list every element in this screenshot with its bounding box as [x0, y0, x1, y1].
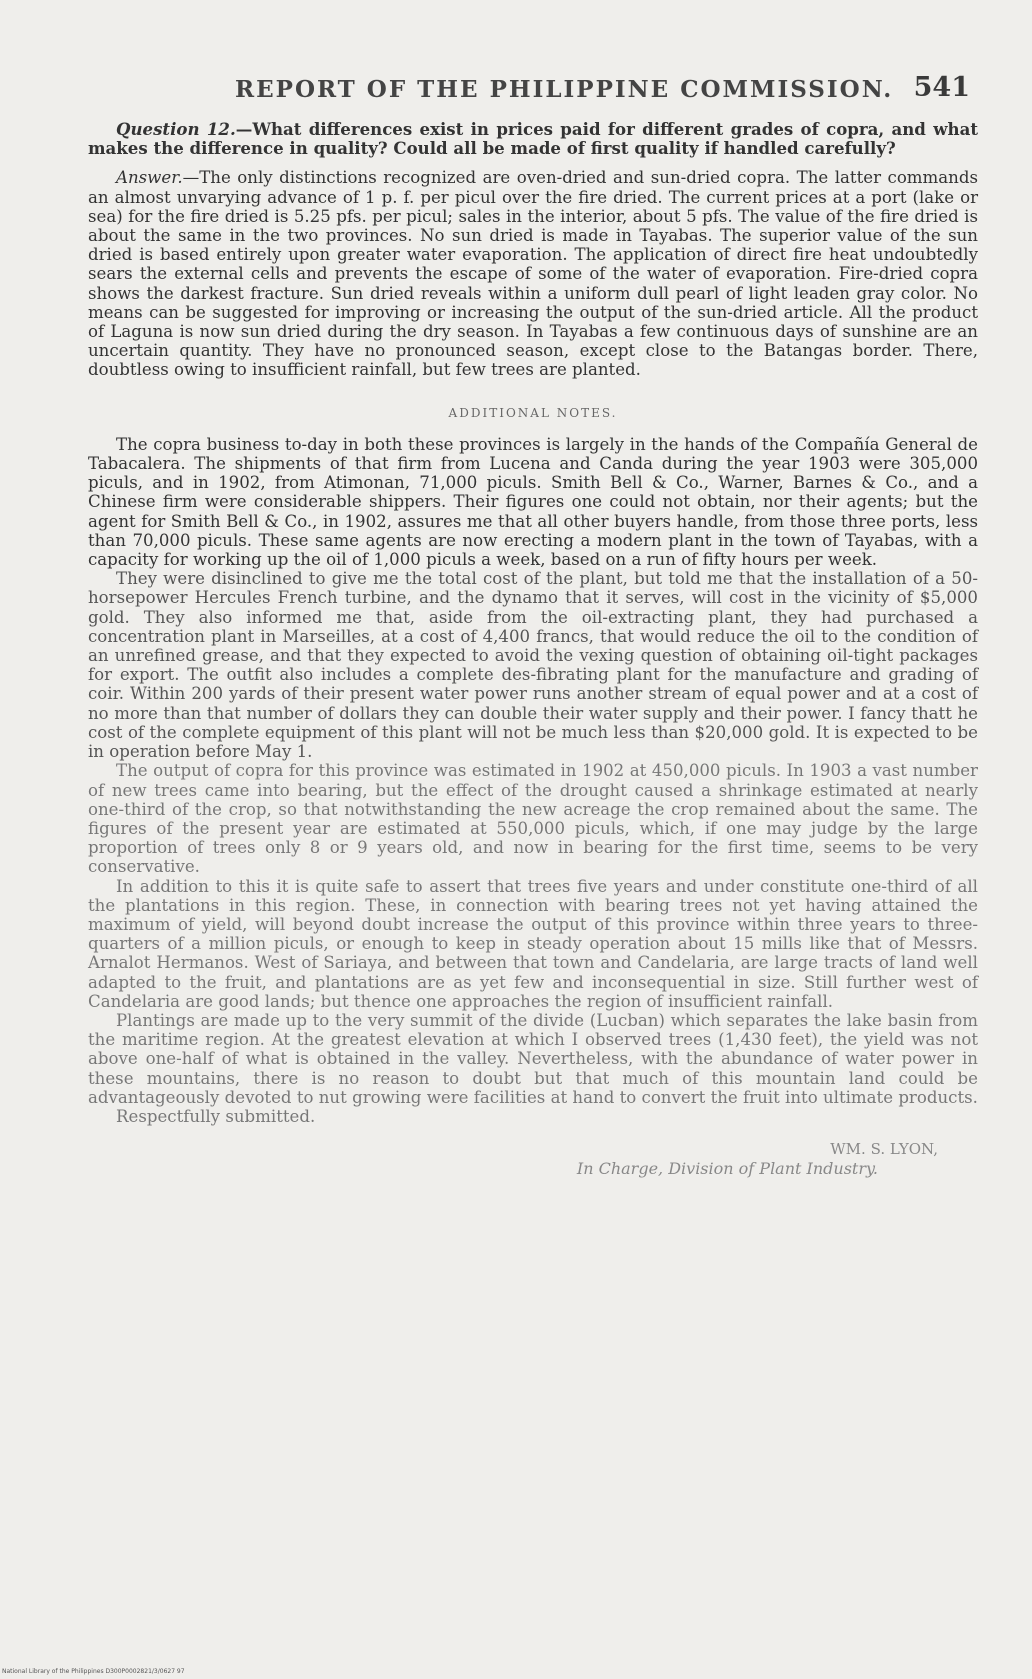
signature-role: In Charge, Division of Plant Industry. [576, 1159, 878, 1179]
question-text: —What differences exist in prices paid for different grades of copra, and what makes the difference in quality? Could all be made of first quality if handled carefully? [88, 119, 978, 159]
answer-lead: Answer. [116, 168, 183, 188]
note-paragraph: They were disinclined to give me the total cost of the plant, but told me that the installation of a 50-horsepower Hercules French turbine, and the dynamo that it serves, will cost in the vicinity of $5,000 gold. They also informed me that, aside from the oil-extracting plant, they had purchased a concentration plant in Marseilles, at a cost of 4,400 francs, that would reduce the oil to the condition of an unrefined grease, and that they expected to avoid the vexing question of obtaining oil-tight packages for export. The outfit also includes a complete des-fibrating plant for the manufacture and grading of coir. Within 200 yards of their present water power runs another stream of equal power and at a cost of no more than that number of dollars they can double their water supply and their power. I fancy thatt he cost of the complete equipment of this plant will not be much less than $20,000 gold. It is expected to be in operation before May 1. [88, 569, 978, 762]
note-paragraph: The output of copra for this province was estimated in 1902 at 450,000 piculs. In 1903 a vast number of new trees came into bearing, but the effect of the drought caused a shrinkage estimated at nearly one-third of the crop, so that notwithstanding the new acreage the crop remained about the same. The figures of the present year are estimated at 550,000 piculs, which, if one may judge by the large proportion of trees only 8 or 9 years old, and now in bearing for the first time, seems to be very conservative. [88, 761, 978, 877]
answer-text: —The only distinctions recognized are oven-dried and sun-dried copra. The latter commands an almost unvarying advance of 1 p. f. per picul over the fire dried. The current prices at a port (lake or sea) for the fire dried is 5.25 pfs. per picul; sales in the interior, about 5 pfs. The value of the fire dried is about the same in the two provinces. No sun dried is made in Tayabas. The superior value of the sun dried is based entirely upon greater water evaporation. The application of direct fire heat undoubtedly sears the external cells and prevents the escape of some of the water of evaporation. Fire-dried copra shows the darkest fracture. Sun dried reveals within a uniform dull pearl of light leaden gray color. No means can be suggested for improving or increasing the output of the sun-dried article. All the product of Laguna is now sun dried during the dry season. In Tayabas a few continuous days of sunshine are an uncertain quantity. They have no pronounced season, except close to the Batangas border. There, doubtless owing to insufficient rainfall, but few trees are planted. [88, 168, 978, 380]
page-header [90, 64, 980, 114]
question-paragraph [88, 120, 978, 158]
question-lead: Question 12. [116, 119, 236, 139]
closing-line: Respectfully submitted. [116, 1106, 316, 1126]
section-title: ADDITIONAL NOTES. [448, 405, 618, 420]
note-paragraph: In addition to this it is quite safe to assert that trees five years and under constitute one-third of all the plantations in this region. These, in connection with bearing trees not yet having attained the maximum of yield, will beyond doubt increase the output of this province within three years to three-quarters of a million piculs, or enough to keep in steady operation about 15 mills like that of Messrs. Arnalot Hermanos. West of Sariaya, and between that town and Candelaria, are large tracts of land well adapted to the fruit, and plantations are as yet few and inconsequential in size. Still further west of Candelaria are good lands; but thence one approaches the region of insufficient rainfall. [88, 876, 978, 1011]
note-paragraph: Plantings are made up to the very summit of the divide (Lucban) which separates the lake basin from the maritime region. At the greatest elevation at which I observed trees (1,430 feet), the yield was not above one-half of what is obtained in the valley. Nevertheless, with the abundance of water power in these mountains, there is no reason to doubt but that much of this mountain land could be advantageously devoted to nut growing were facilities at hand to convert the fruit into ultimate products. [88, 1010, 978, 1107]
page-number: 541 [913, 72, 970, 103]
answer-paragraph [88, 168, 978, 379]
scan-footer: National Library of the Philippines D300P0002821/3/0627 97 [2, 1668, 185, 1675]
additional-notes [88, 435, 978, 1107]
body-text [88, 120, 978, 1179]
running-title: REPORT OF THE PHILIPPINE COMMISSION. [235, 76, 894, 103]
signature-name: WM. S. LYON, [830, 1140, 938, 1159]
note-paragraph: The copra business to-day in both these provinces is largely in the hands of the Compañía General de Tabacalera. The shipments of that firm from Lucena and Canda during the year 1903 were 305,000 piculs, and in 1902, from Atimonan, 71,000 piculs. Smith Bell & Co., Warner, Barnes & Co., and a Chinese firm were considerable shippers. Their figures one could not obtain, nor their agents; but the agent for Smith Bell & Co., in 1902, assures me that all other buyers handle, from those three ports, less than 70,000 piculs. These same agents are now erecting a modern plant in the town of Tayabas, with a capacity for working up the oil of 1,000 piculs a week, based on a run of fifty hours per week. [88, 434, 978, 570]
